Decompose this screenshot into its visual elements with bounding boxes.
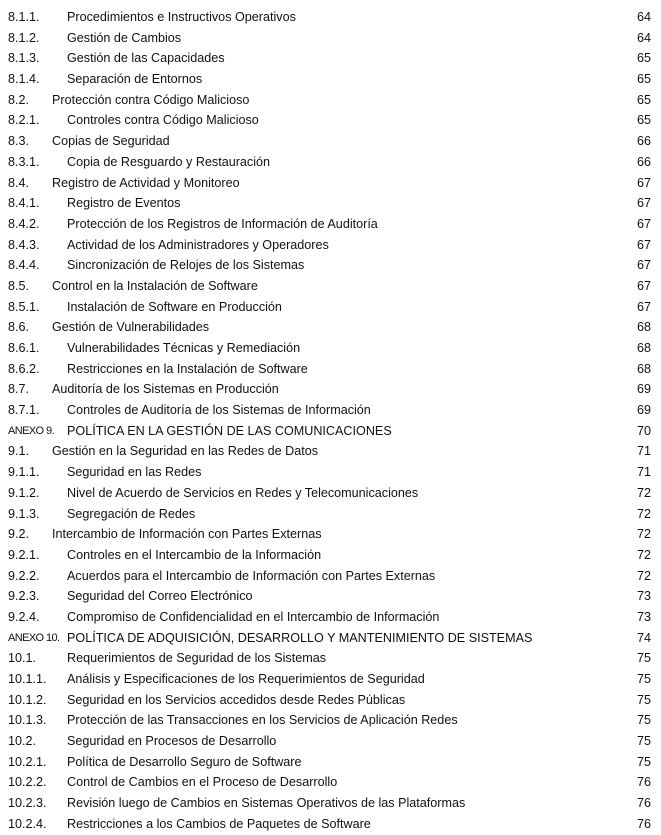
toc-entry-page-number[interactable]: 75: [636, 672, 651, 686]
toc-entry-title[interactable]: Copias de Seguridad: [52, 134, 170, 149]
toc-entry-page-number[interactable]: 64: [636, 30, 651, 45]
toc-entry[interactable]: [0, 814, 661, 835]
toc-entry-number: 8.4.3.: [8, 237, 40, 252]
toc-entry-number: 9.2.3.: [8, 589, 40, 604]
toc-entry-page-number[interactable]: 67: [636, 216, 651, 231]
toc-entry[interactable]: [0, 48, 661, 69]
toc-entry-title[interactable]: POLÍTICA DE ADQUISICIÓN, DESARROLLO Y MANTENIMIENTO DE SISTEMAS: [67, 630, 533, 645]
toc-entry-title[interactable]: Nivel de Acuerdo de Servicios en Redes y Telecomunicaciones: [67, 485, 419, 500]
toc-entry-number: 9.1.3.: [8, 506, 40, 521]
toc-entry[interactable]: [0, 648, 661, 669]
toc-entry-number: ANEXO 10.: [8, 631, 60, 644]
toc-entry-page-number[interactable]: 69: [636, 403, 651, 418]
toc-entry-title[interactable]: POLÍTICA EN LA GESTIÓN DE LAS COMUNICACIONES: [67, 423, 392, 438]
toc-entry[interactable]: [0, 214, 661, 235]
toc-entry-number: 8.1.4.: [8, 72, 40, 87]
toc-entry-number: 10.1.1.: [8, 672, 47, 686]
toc-entry-title[interactable]: Control en la Instalación de Software: [52, 278, 258, 293]
toc-entry-page-number[interactable]: 67: [636, 196, 651, 211]
toc-entry-page-number[interactable]: 75: [636, 713, 651, 728]
toc-entry[interactable]: [0, 607, 661, 628]
toc-entry[interactable]: [0, 566, 661, 587]
toc-entry[interactable]: [0, 193, 661, 214]
toc-entry-title[interactable]: Control de Cambios en el Proceso de Desarrollo: [67, 775, 338, 790]
toc-entry[interactable]: [0, 586, 661, 607]
toc-entry-page-number[interactable]: 72: [636, 485, 651, 500]
toc-entry-title[interactable]: Controles contra Código Malicioso: [67, 113, 259, 128]
toc-entry[interactable]: [0, 400, 661, 421]
toc-entry[interactable]: [0, 441, 661, 462]
toc-entry-title[interactable]: Revisión luego de Cambios en Sistemas Operativos de las Plataformas: [67, 796, 466, 811]
toc-entry[interactable]: [0, 359, 661, 380]
toc-entry-title[interactable]: Copia de Resguardo y Restauración: [67, 154, 271, 169]
toc-entry-number: 8.4.4.: [8, 258, 40, 273]
toc-entry[interactable]: [0, 235, 661, 256]
toc-entry-title[interactable]: Seguridad en las Redes: [67, 465, 202, 480]
toc-entry[interactable]: [0, 793, 661, 814]
toc-entry[interactable]: [0, 524, 661, 545]
toc-entry[interactable]: [0, 669, 661, 690]
toc-entry-number: 9.1.1.: [8, 465, 40, 480]
toc-entry-number: 8.7.1.: [8, 403, 40, 418]
toc-entry-page-number[interactable]: 67: [636, 299, 651, 314]
toc-entry-page-number[interactable]: 75: [636, 692, 651, 707]
toc-entry[interactable]: [0, 131, 661, 152]
toc-entry-title[interactable]: Restricciones en la Instalación de Software: [67, 361, 308, 376]
toc-entry-page-number[interactable]: 66: [636, 154, 651, 169]
toc-entry[interactable]: [0, 710, 661, 731]
toc-entry[interactable]: [0, 752, 661, 773]
toc-entry-page-number[interactable]: 76: [636, 816, 651, 831]
toc-entry-number: 8.4.1.: [8, 196, 40, 211]
toc-entry-title[interactable]: Controles en el Intercambio de la Información: [67, 547, 322, 562]
toc-entry-number: 8.6.2.: [8, 361, 40, 376]
toc-entry[interactable]: [0, 152, 661, 173]
toc-entry-number: 10.2.3.: [8, 796, 47, 811]
toc-entry-page-number[interactable]: 65: [636, 72, 651, 87]
toc-entry-title[interactable]: Actividad de los Administradores y Operadores: [67, 237, 329, 252]
toc-entry-page-number[interactable]: 67: [636, 175, 651, 190]
toc-entry-page-number[interactable]: 72: [636, 527, 651, 542]
toc-entry-number: 8.7.: [8, 382, 30, 397]
toc-entry-number: 9.1.: [8, 444, 30, 459]
toc-entry-title[interactable]: Seguridad del Correo Electrónico: [67, 589, 253, 604]
toc-entry-title[interactable]: Vulnerabilidades Técnicas y Remediación: [67, 341, 301, 355]
toc-entry-number: 10.1.2.: [8, 692, 47, 707]
toc-entry[interactable]: [0, 690, 661, 711]
toc-entry-number: 8.4.2.: [8, 216, 40, 231]
toc-entry[interactable]: [0, 90, 661, 111]
toc-entry-page-number[interactable]: 75: [636, 754, 651, 769]
toc-entry-page-number[interactable]: 65: [636, 51, 651, 66]
toc-entry-page-number[interactable]: 67: [636, 278, 651, 293]
toc-entry-number: 9.2.2.: [8, 568, 40, 583]
toc-entry-number: 8.3.1.: [8, 154, 40, 169]
toc-entry-title[interactable]: Segregación de Redes: [67, 506, 196, 521]
toc-entry-number: 9.2.1.: [8, 547, 40, 562]
toc-entry-page-number[interactable]: 71: [636, 465, 651, 480]
toc-entry-number: 8.2.: [8, 92, 30, 107]
toc-entry-number: 10.2.4.: [8, 816, 47, 831]
toc-entry-title[interactable]: Protección contra Código Malicioso: [52, 92, 250, 107]
toc-entry-page-number[interactable]: 74: [636, 630, 651, 645]
toc-entry[interactable]: [0, 255, 661, 276]
toc-entry-page-number[interactable]: 72: [636, 506, 651, 521]
toc-entry-page-number[interactable]: 64: [636, 10, 651, 24]
toc-entry-number: 9.2.4.: [8, 609, 40, 624]
toc-entry[interactable]: [0, 317, 661, 338]
toc-entry-number: 8.2.1.: [8, 113, 40, 128]
toc-entry-title[interactable]: Gestión en la Seguridad en las Redes de Datos: [52, 444, 319, 459]
toc-entry-title[interactable]: Política de Desarrollo Seguro de Software: [67, 754, 302, 769]
toc-entry-title[interactable]: Seguridad en Procesos de Desarrollo: [67, 734, 277, 749]
toc-entry-title[interactable]: Auditoría de los Sistemas en Producción: [52, 382, 279, 397]
toc-entry-page-number[interactable]: 69: [636, 382, 651, 397]
toc-entry-page-number[interactable]: 66: [636, 134, 651, 149]
toc-entry-page-number[interactable]: 68: [636, 320, 651, 335]
toc-entry-page-number[interactable]: 75: [636, 651, 651, 666]
toc-entry-title[interactable]: Seguridad en los Servicios accedidos desde Redes Públicas: [67, 692, 406, 707]
toc-entry-number: 8.4.: [8, 175, 30, 190]
toc-entry-page-number[interactable]: 67: [636, 237, 651, 252]
toc-entry-title[interactable]: Análisis y Especificaciones de los Requerimientos de Seguridad: [67, 672, 425, 686]
toc-annex-entry[interactable]: [0, 421, 661, 442]
toc-entry-number: 8.6.1.: [8, 341, 40, 355]
toc-entry-title[interactable]: Restricciones a los Cambios de Paquetes de Software: [67, 816, 371, 831]
toc-entry-page-number[interactable]: 72: [636, 547, 651, 562]
toc-entry-title[interactable]: Procedimientos e Instructivos Operativos: [67, 10, 296, 24]
toc-entry-title[interactable]: Acuerdos para el Intercambio de Información con Partes Externas: [67, 568, 436, 583]
toc-entry-number: 9.1.2.: [8, 485, 40, 500]
toc-entry-number: 8.5.: [8, 278, 30, 293]
toc-entry-number: 8.6.: [8, 320, 30, 335]
toc-entry-title[interactable]: Requerimientos de Seguridad de los Sistemas: [67, 651, 327, 666]
toc-entry-number: 8.5.1.: [8, 299, 40, 314]
toc-entry-page-number[interactable]: 76: [636, 775, 651, 790]
toc-entry[interactable]: [0, 504, 661, 525]
toc-entry[interactable]: [0, 69, 661, 90]
toc-entry-page-number[interactable]: 70: [636, 423, 651, 438]
toc-entry[interactable]: [0, 545, 661, 566]
toc-entry-number: ANEXO 9.: [8, 424, 54, 437]
toc-entry[interactable]: [0, 731, 661, 752]
toc-entry-page-number[interactable]: 75: [636, 734, 651, 749]
toc-entry[interactable]: [0, 379, 661, 400]
toc-entry-page-number[interactable]: 65: [636, 92, 651, 107]
toc-entry-number: 8.3.: [8, 134, 30, 149]
toc-entry-page-number[interactable]: 71: [636, 444, 651, 459]
toc-entry-number: 10.2.: [8, 734, 37, 749]
toc-entry-page-number[interactable]: 68: [636, 341, 651, 355]
toc-entry-number: 10.1.3.: [8, 713, 47, 728]
toc-entry-title[interactable]: Gestión de Vulnerabilidades: [52, 320, 210, 335]
toc-entry-title[interactable]: Gestión de Cambios: [67, 30, 182, 45]
toc-entry-title[interactable]: Controles de Auditoría de los Sistemas de Información: [67, 403, 371, 418]
toc-entry-number: 10.2.2.: [8, 775, 47, 790]
toc-entry[interactable]: [0, 276, 661, 297]
toc-entry-page-number[interactable]: 72: [636, 568, 651, 583]
toc-entry[interactable]: [0, 338, 661, 359]
toc-entry[interactable]: [0, 7, 661, 28]
toc-entry-title[interactable]: Compromiso de Confidencialidad en el Intercambio de Información: [67, 609, 440, 624]
toc-entry-page-number[interactable]: 68: [636, 361, 651, 376]
toc-entry[interactable]: [0, 110, 661, 131]
toc-entry[interactable]: [0, 483, 661, 504]
toc-entry-number: 9.2.: [8, 527, 30, 542]
toc-entry-page-number[interactable]: 76: [636, 796, 651, 811]
toc-entry-title[interactable]: Gestión de las Capacidades: [67, 51, 225, 66]
toc-entry-number: 8.1.2.: [8, 30, 40, 45]
toc-entry[interactable]: [0, 297, 661, 318]
toc-entry[interactable]: [0, 28, 661, 49]
toc-entry-page-number[interactable]: 73: [636, 589, 651, 604]
toc-entry[interactable]: [0, 772, 661, 793]
toc-entry-title[interactable]: Protección de las Transacciones en los Servicios de Aplicación Redes: [67, 713, 458, 728]
toc-entry-number: 10.1.: [8, 651, 37, 666]
toc-entry-title[interactable]: Intercambio de Información con Partes Externas: [52, 527, 322, 542]
toc-entry-page-number[interactable]: 73: [636, 609, 651, 624]
toc-entry-title[interactable]: Registro de Eventos: [67, 196, 181, 211]
toc-entry-number: 10.2.1.: [8, 754, 47, 769]
toc-annex-entry[interactable]: [0, 628, 661, 649]
toc-entry-page-number[interactable]: 67: [636, 258, 651, 273]
toc-entry-title[interactable]: Separación de Entornos: [67, 72, 203, 87]
toc-entry[interactable]: [0, 462, 661, 483]
toc-entry-page-number[interactable]: 65: [636, 113, 651, 128]
toc-entry-title[interactable]: Protección de los Registros de Información de Auditoría: [67, 216, 378, 231]
toc-entry-title[interactable]: Instalación de Software en Producción: [67, 299, 282, 314]
toc-entry-title[interactable]: Sincronización de Relojes de los Sistemas: [67, 258, 305, 273]
toc-entry-number: 8.1.1.: [8, 10, 40, 24]
toc-entry-title[interactable]: Registro de Actividad y Monitoreo: [52, 175, 240, 190]
toc-entry-number: 8.1.3.: [8, 51, 40, 66]
toc-entry[interactable]: [0, 173, 661, 194]
